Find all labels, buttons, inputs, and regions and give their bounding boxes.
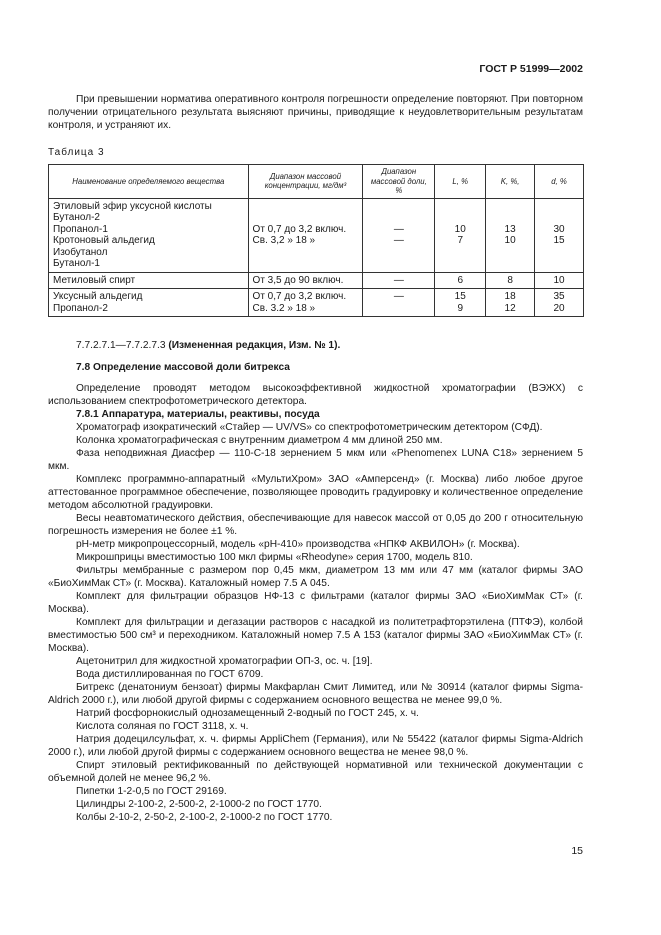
- list-item: Весы неавтоматического действия, обеспечивающие для навесок массой от 0,05 до 200 г относительную погрешность измерения не более ±1 %.: [48, 513, 583, 537]
- list-item: Фаза неподвижная Диасфер — 110-C-18 зернением 5 мкм или «Phenomenex LUNA C18» зернением 5 мкм.: [48, 448, 583, 472]
- list-item: Колонка хроматографическая с внутренним диаметром 4 мм длиной 250 мм.: [76, 435, 443, 446]
- method-paragraph: Определение проводят методом высокоэффективной жидкостной хроматографии (ВЭЖХ) с использованием спектрофотометрического детектора.: [48, 383, 583, 407]
- th-l: L, %: [435, 165, 486, 199]
- cell-d: 30 15: [535, 198, 584, 272]
- table-row: [49, 272, 584, 289]
- amendment-note: 7.7.2.7.1—7.7.2.7.3 (Измененная редакция, Изм. № 1).: [76, 340, 341, 351]
- table-caption: Таблица 3: [48, 147, 105, 158]
- list-item: Кислота соляная по ГОСТ 3118, х. ч.: [76, 721, 249, 732]
- cell-k: 13 10: [486, 198, 535, 272]
- table-row: [49, 198, 584, 272]
- cell-l: 6: [435, 272, 486, 289]
- list-item: Комплект для фильтрации образцов НФ-13 с фильтрами (каталог фирмы ЗАО «БиоХимМак СТ» (г. Москва).: [48, 591, 583, 615]
- list-item: Комплекс программно-аппаратный «МультиХром» ЗАО «Амперсенд» (г. Москва) либо любое другое аттестованное программное обеспечение, позволяющее проводить градуировку и количественное определение методом абсолютной градуировки.: [48, 474, 583, 511]
- list-item: Битрекс (денатониум бензоат) фирмы Макфарлан Смит Лимитед, или № 30914 (каталог фирмы Sigma-Aldrich 2000 г.), или любой другой фирмы с содержанием основного вещества не менее 99,0 %.: [48, 682, 583, 706]
- cell-k: 8: [486, 272, 535, 289]
- section-7-8-heading: 7.8 Определение массовой доли битрекса: [76, 362, 290, 373]
- list-item: Натрий фосфорнокислый однозамещенный 2-водный по ГОСТ 245, х. ч.: [76, 708, 419, 719]
- th-substance: Наименование определяемого вещества: [49, 165, 249, 199]
- list-item: Цилиндры 2-100-2, 2-500-2, 2-1000-2 по ГОСТ 1770.: [76, 799, 322, 810]
- list-item: Пипетки 1-2-0,5 по ГОСТ 29169.: [76, 786, 227, 797]
- list-item: Комплект для фильтрации и дегазации растворов с насадкой из политетрафторэтилена (ПТФЭ), колбой вместимостью 500 см³ и переходником. Каталожный номер 7.5 А 153 (каталог фирмы ЗАО «БиоХимМак СТ» (г. Москва).: [48, 617, 583, 654]
- list-item: Натрия додецилсульфат, х. ч. фирмы AppliChem (Германия), или № 55422 (каталог фирмы Sigma-Aldrich 2000 г.), или любой другой фирмы с содержанием основного вещества не менее 98,0 %.: [48, 734, 583, 758]
- cell-substance: Этиловый эфир уксусной кислоты Бутанол-2 Пропанол-1 Кротоновый альдегид Изобутанол Бутанол-1: [49, 198, 249, 272]
- list-item: Фильтры мембранные с размером пор 0,45 мкм, диаметром 13 мм или 47 мм (каталог фирмы ЗАО «БиоХимМак СТ» (г. Москва). Каталожный номер 7.5 А 045.: [48, 565, 583, 589]
- document-header: ГОСТ Р 51999—2002: [479, 63, 583, 75]
- table-row: [49, 289, 584, 317]
- cell-substance: Метиловый спирт: [49, 272, 249, 289]
- list-item: Спирт этиловый ректификованный по действующей нормативной или технической документации с объемной долей не менее 96,2 %.: [48, 760, 583, 784]
- cell-d: 10: [535, 272, 584, 289]
- page-number: 15: [571, 845, 583, 857]
- cell-fraction: —: [363, 272, 435, 289]
- cell-l: 10 7: [435, 198, 486, 272]
- list-item: Ацетонитрил для жидкостной хроматографии ОП-3, ос. ч. [19].: [76, 656, 373, 667]
- section-7-8-1-heading: 7.8.1 Аппаратура, материалы, реактивы, посуда: [76, 409, 320, 420]
- table-header-row: [49, 165, 584, 199]
- cell-d: 35 20: [535, 289, 584, 317]
- cell-substance: Уксусный альдегид Пропанол-2: [49, 289, 249, 317]
- th-d: d, %: [535, 165, 584, 199]
- cell-k: 18 12: [486, 289, 535, 317]
- list-item: Хроматограф изократический «Стайер — UV/VS» со спектрофотометрическим детектором (СФД).: [76, 422, 543, 433]
- th-k: K, %,: [486, 165, 535, 199]
- list-item: Вода дистиллированная по ГОСТ 6709.: [76, 669, 264, 680]
- cell-fraction: — —: [363, 198, 435, 272]
- th-concentration: Диапазон массовой концентрации, мг/дм³: [248, 165, 363, 199]
- cell-concentration: От 3,5 до 90 включ.: [248, 272, 363, 289]
- cell-l: 15 9: [435, 289, 486, 317]
- cell-fraction: —: [363, 289, 435, 317]
- list-item: Колбы 2-10-2, 2-50-2, 2-100-2, 2-1000-2 по ГОСТ 1770.: [76, 812, 333, 823]
- cell-concentration: От 0,7 до 3,2 включ. Св. 3.2 » 18 »: [248, 289, 363, 317]
- th-mass-fraction: Диапазон массовой доли, %: [363, 165, 435, 199]
- cell-concentration: От 0,7 до 3,2 включ. Св. 3,2 » 18 »: [248, 198, 363, 272]
- list-item: pH-метр микропроцессорный, модель «pH-410» производства «НПКФ АКВИЛОН» (г. Москва).: [76, 539, 520, 550]
- table-3: [48, 164, 584, 317]
- body-text: [48, 339, 583, 824]
- equipment-list: [48, 421, 583, 824]
- intro-paragraph: При превышении норматива оперативного контроля погрешности определение повторяют. При повторном получении отрицательного результата выясняют причины, приводящие к неудовлетворительным результатам контроля, и устраняют их.: [48, 94, 583, 131]
- list-item: Микрошприцы вместимостью 100 мкл фирмы «Rheodyne» серия 1700, модель 810.: [76, 552, 473, 563]
